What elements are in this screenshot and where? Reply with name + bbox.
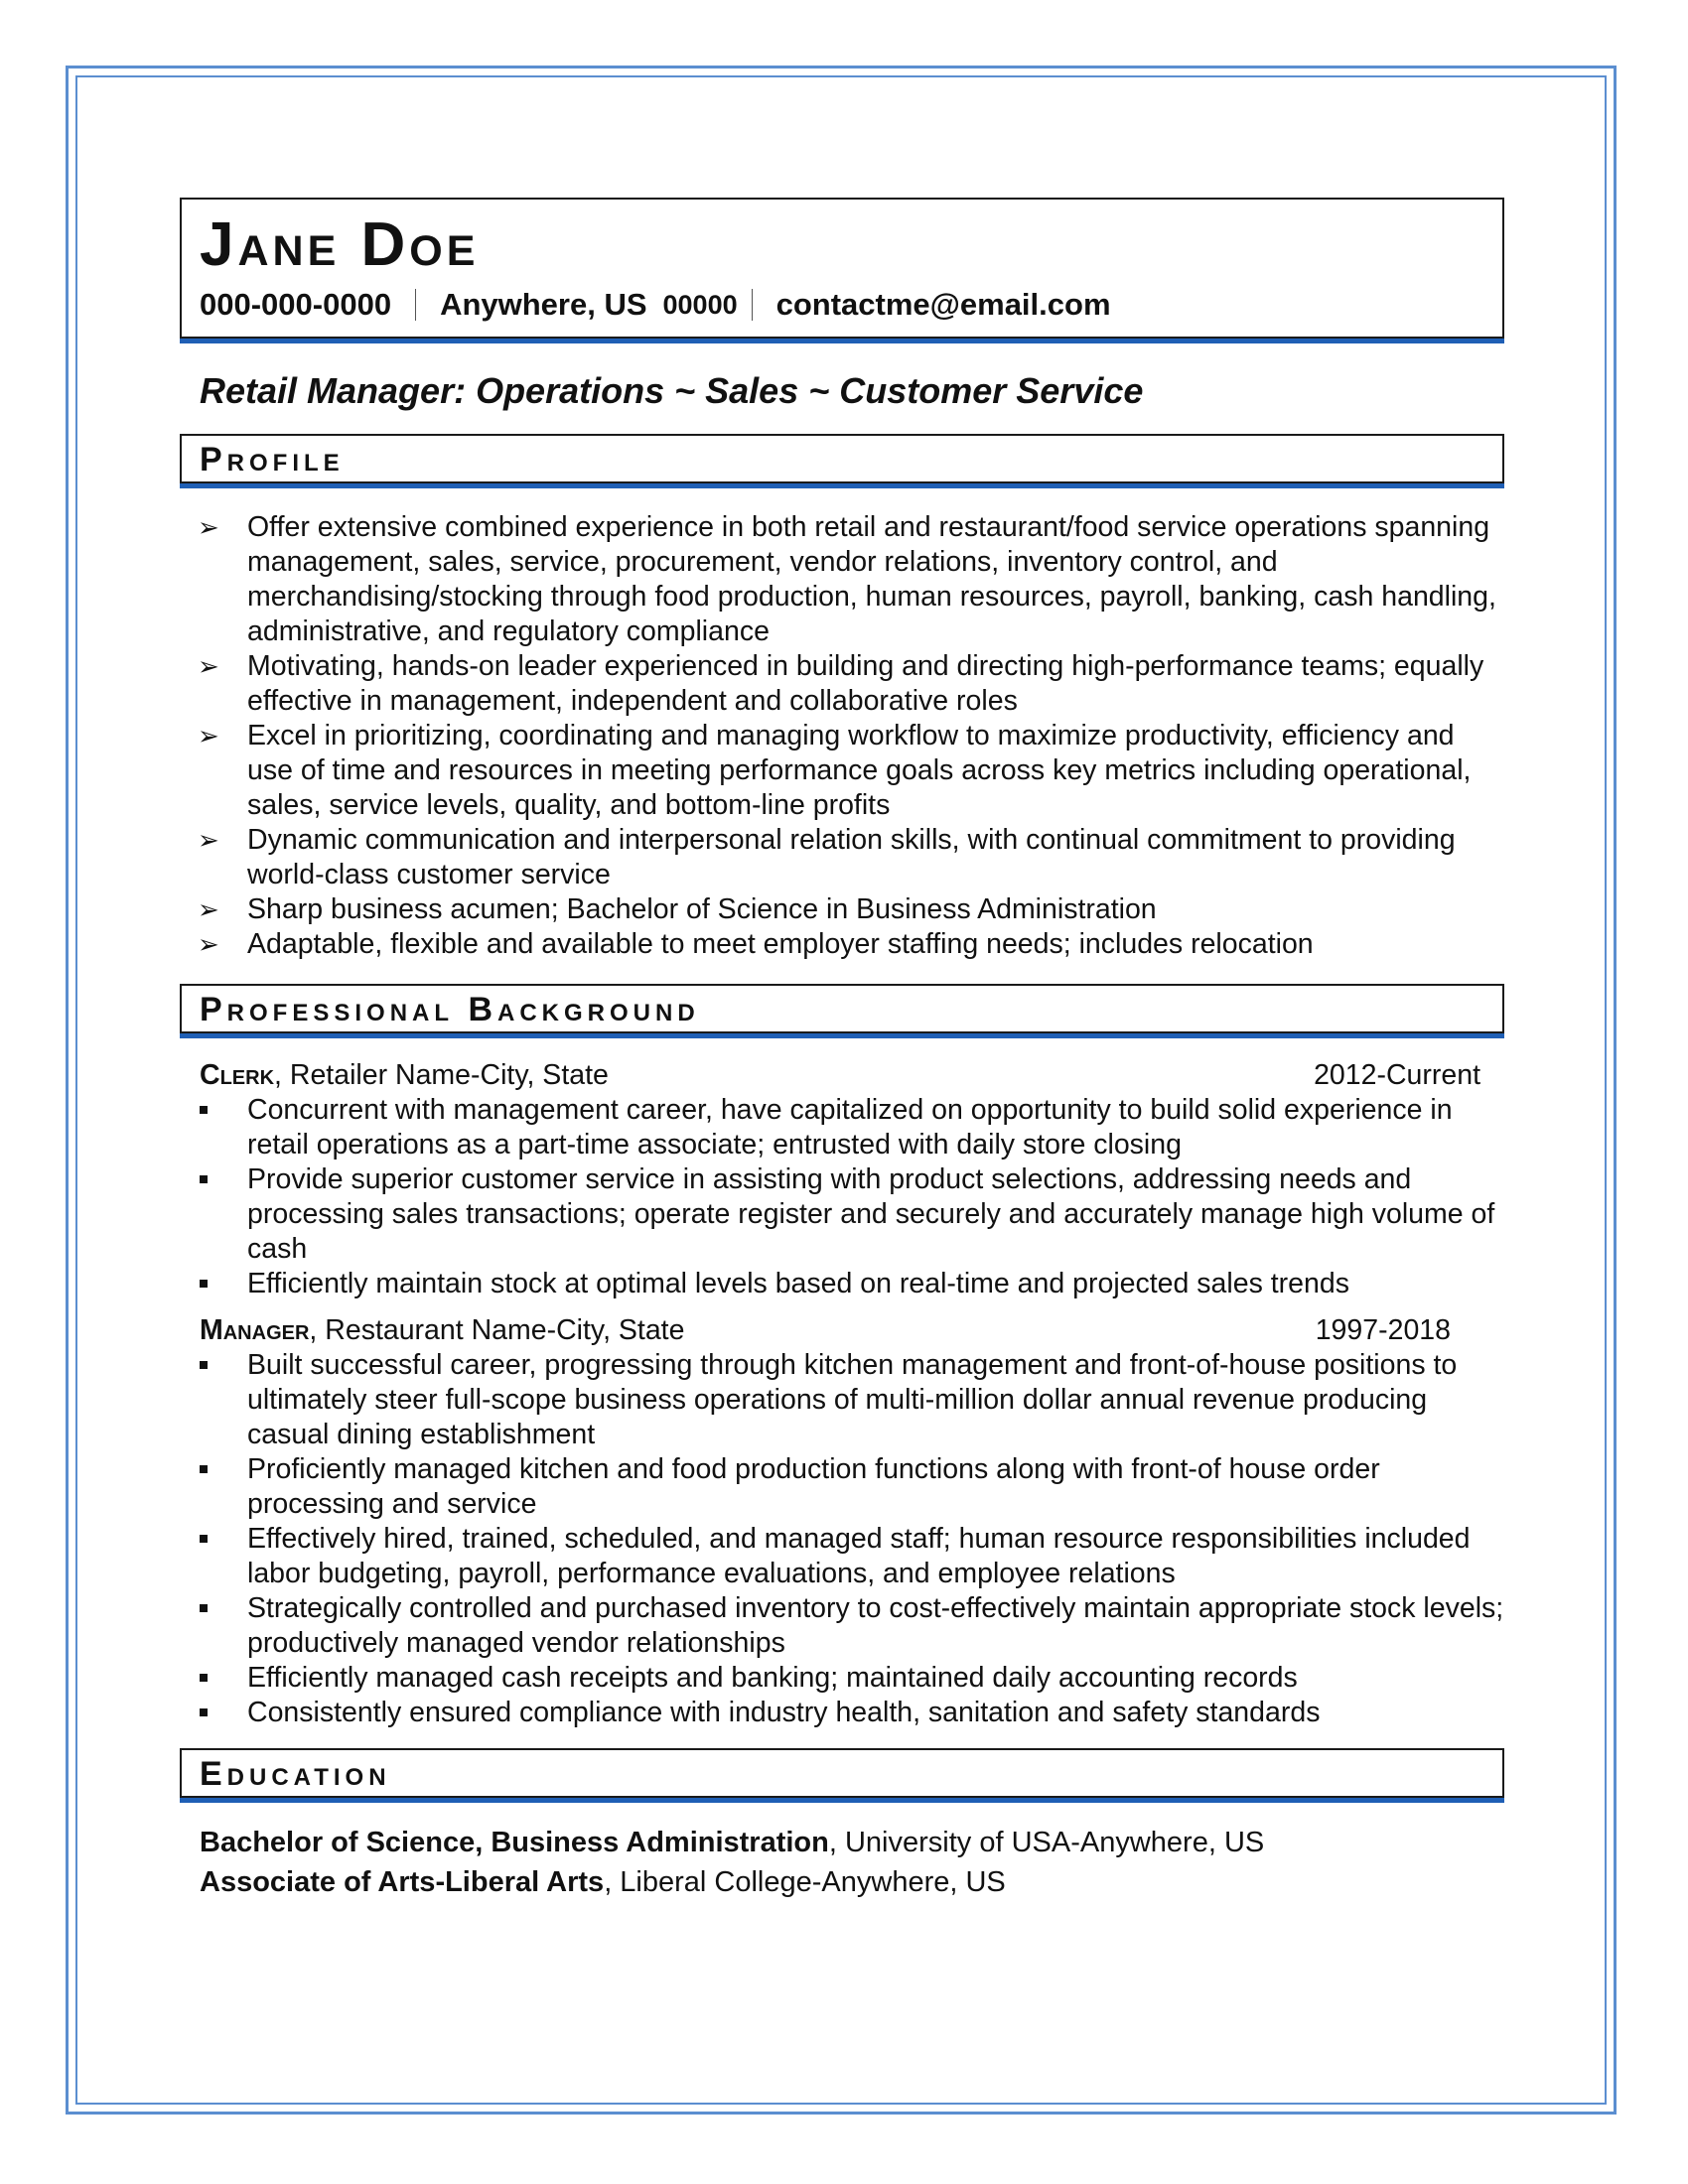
list-item: ➢ Offer extensive combined experience in both retail and restaurant/food service operations spanning management, sales, service, procurement, vendor relations, inventory control, and merchandising/stocking through food production, human resources, payroll, banking, cash handling, administrative, and regulatory compliance [198,511,1496,648]
education-section [180,1748,1504,1902]
section-rule [180,481,1504,488]
section-rule [180,1031,1504,1038]
job-employer: , Retailer Name-City, State [274,1059,609,1092]
square-bullet-icon [200,1674,208,1682]
candidate-name: Jane Doe [200,210,480,279]
job-title: Manager [200,1314,310,1347]
header-box [180,198,1504,337]
arrow-bullet-icon: ➢ [198,929,219,960]
section-rule [180,1796,1504,1803]
contact-separator [415,289,416,321]
arrow-bullet-icon: ➢ [198,721,219,751]
contact-separator [752,289,753,321]
section-heading: Profile [180,434,1504,481]
list-item: Effectively hired, trained, scheduled, and managed staff; human resource responsibilities included labor budgeting, payroll, performance evaluations, and employee relations [180,1522,1504,1591]
list-item: Efficiently maintain stock at optimal levels based on real-time and projected sales trends [180,1267,1504,1301]
email: contactme@email.com [775,287,1111,323]
education-item [200,1862,1504,1902]
job-employer: , Restaurant Name-City, State [309,1314,685,1347]
square-bullet-icon [200,1604,208,1612]
header-rule [180,337,1504,343]
section-heading: Education [180,1748,1504,1796]
square-bullet-icon [200,1280,208,1288]
list-item: Provide superior customer service in assisting with product selections, addressing needs and processing sales transactions; operate register and securely and accurately manage high volume of cash [180,1162,1504,1267]
square-bullet-icon [200,1106,208,1114]
list-item: ➢ Dynamic communication and interpersonal relation skills, with continual commitment to providing world-class customer service [198,824,1456,891]
arrow-bullet-icon: ➢ [198,825,219,856]
list-item: Efficiently managed cash receipts and banking; maintained daily accounting records [180,1661,1504,1696]
square-bullet-icon [200,1708,208,1716]
square-bullet-icon [200,1175,208,1183]
education-item [200,1823,1504,1862]
zip-code: 00000 [662,289,738,320]
arrow-bullet-icon: ➢ [198,512,219,543]
school: , Liberal College-Anywhere, US [604,1866,1006,1899]
degree: Bachelor of Science, Business Administration [200,1827,829,1859]
square-bullet-icon [200,1535,208,1543]
arrow-bullet-icon: ➢ [198,894,219,925]
job-title: Clerk [200,1059,275,1092]
resume-content [180,198,1504,1902]
job-bullets [180,1348,1504,1730]
education-list [180,1823,1504,1902]
list-item: ➢ Motivating, hands-on leader experienced in building and directing high-performance teams; equally effective in management, independent and collaborative roles [198,650,1484,718]
contact-line [200,287,1484,323]
location: Anywhere, US [440,287,647,323]
background-section [180,984,1504,1730]
profile-list [180,510,1504,962]
list-item: ➢ Excel in prioritizing, coordinating and managing workflow to maximize productivity, efficiency and use of time and resources in meeting performance goals across key metrics including operational, sales, service levels, quality, and bottom-line profits [198,720,1472,822]
profile-section [180,434,1504,962]
list-item: Proficiently managed kitchen and food production functions along with front-of house order processing and service [180,1452,1504,1522]
tagline: Retail Manager: Operations ~ Sales ~ Customer Service [200,370,1144,411]
job-dates: 2012-Current [1314,1059,1480,1092]
job-bullets [180,1093,1504,1301]
list-item: Built successful career, progressing through kitchen management and front-of-house positions to ultimately steer full-scope business operations of multi-million dollar annual revenue producing casual dining establishment [180,1348,1504,1452]
section-heading: Professional Background [180,984,1504,1031]
list-item: Consistently ensured compliance with industry health, sanitation and safety standards [180,1696,1504,1730]
list-item: ➢ Sharp business acumen; Bachelor of Science in Business Administration [198,893,1157,926]
school: , University of USA-Anywhere, US [828,1827,1265,1859]
job-header [180,1058,1504,1093]
phone: 000-000-0000 [200,287,392,323]
square-bullet-icon [200,1465,208,1473]
job-dates: 1997-2018 [1315,1314,1451,1347]
square-bullet-icon [200,1361,208,1369]
arrow-bullet-icon: ➢ [198,651,219,682]
degree: Associate of Arts-Liberal Arts [200,1866,605,1899]
list-item: Strategically controlled and purchased inventory to cost-effectively maintain appropriate stock levels; productively managed vendor relationships [180,1591,1504,1661]
list-item: Concurrent with management career, have capitalized on opportunity to build solid experience in retail operations as a part-time associate; entrusted with daily store closing [180,1093,1504,1162]
list-item: ➢ Adaptable, flexible and available to meet employer staffing needs; includes relocation [198,928,1314,961]
job-header [180,1313,1504,1348]
